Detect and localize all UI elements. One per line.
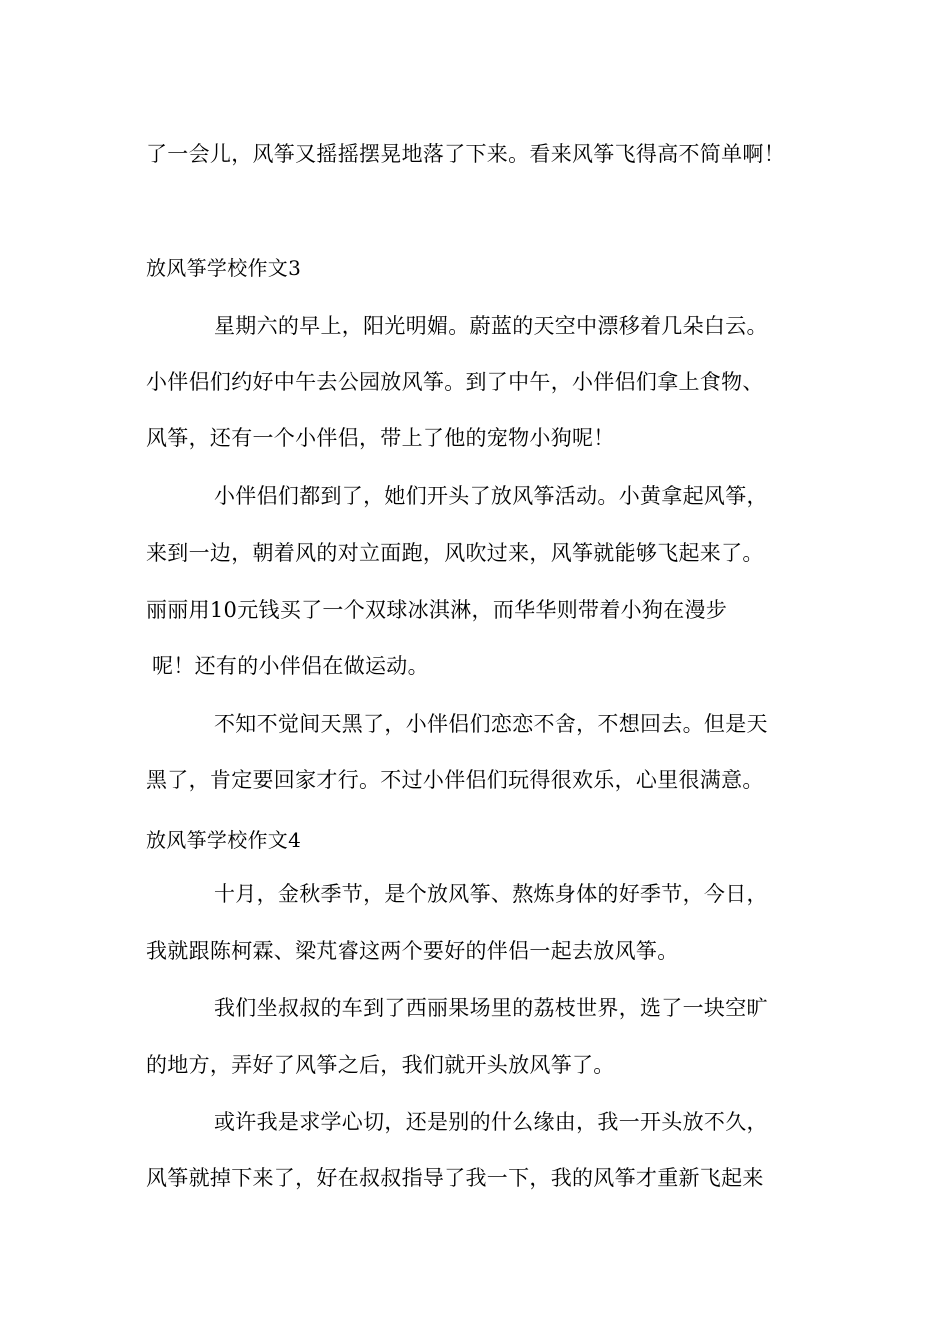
paragraph-line: 小伴侣们约好中午去公园放风筝。到了中午，小伴侣们拿上食物、 [146,370,764,394]
paragraph-line: 星期六的早上，阳光明媚。蔚蓝的天空中漂移着几朵白云。 [214,314,768,338]
paragraph-line: 风筝就掉下来了，好在叔叔指导了我一下，我的风筝才重新飞起来 [146,1166,764,1190]
section-heading: 放风筝学校作文4 [146,828,302,852]
paragraph-line: 我就跟陈柯霖、梁芃睿这两个要好的伴侣一起去放风筝。 [146,939,679,963]
section-heading: 放风筝学校作文3 [146,256,302,280]
paragraph-line: 不知不觉间天黑了，小伴侣们恋恋不舍，不想回去。但是天 [214,712,768,736]
paragraph-line: 我们坐叔叔的车到了西丽果场里的荔枝世界，选了一块空旷 [214,996,768,1020]
paragraph-line: 小伴侣们都到了，她们开头了放风筝活动。小黄拿起风筝， [214,484,768,508]
paragraph-line: 来到一边，朝着风的对立面跑，风吹过来，风筝就能够飞起来了。 [146,541,764,565]
paragraph-line: 呢！还有的小伴侣在做运动。 [152,654,429,678]
paragraph-line: 风筝，还有一个小伴侣，带上了他的宠物小狗呢！ [146,426,615,450]
paragraph-line: 或许我是求学心切，还是别的什么缘由，我一开头放不久， [214,1110,768,1134]
paragraph-line: 的地方，弄好了风筝之后，我们就开头放风筝了。 [146,1053,615,1077]
paragraph-line: 了一会儿，风筝又摇摇摆晃地落了下来。看来风筝飞得高不简单啊！ [146,142,785,166]
paragraph-line: 黑了，肯定要回家才行。不过小伴侣们玩得很欢乐，心里很满意。 [146,768,764,792]
paragraph-line: 十月，金秋季节，是个放风筝、熬炼身体的好季节，今日， [214,882,768,906]
paragraph-line: 丽丽用10元钱买了一个双球冰淇淋，而华华则带着小狗在漫步 [146,598,728,622]
